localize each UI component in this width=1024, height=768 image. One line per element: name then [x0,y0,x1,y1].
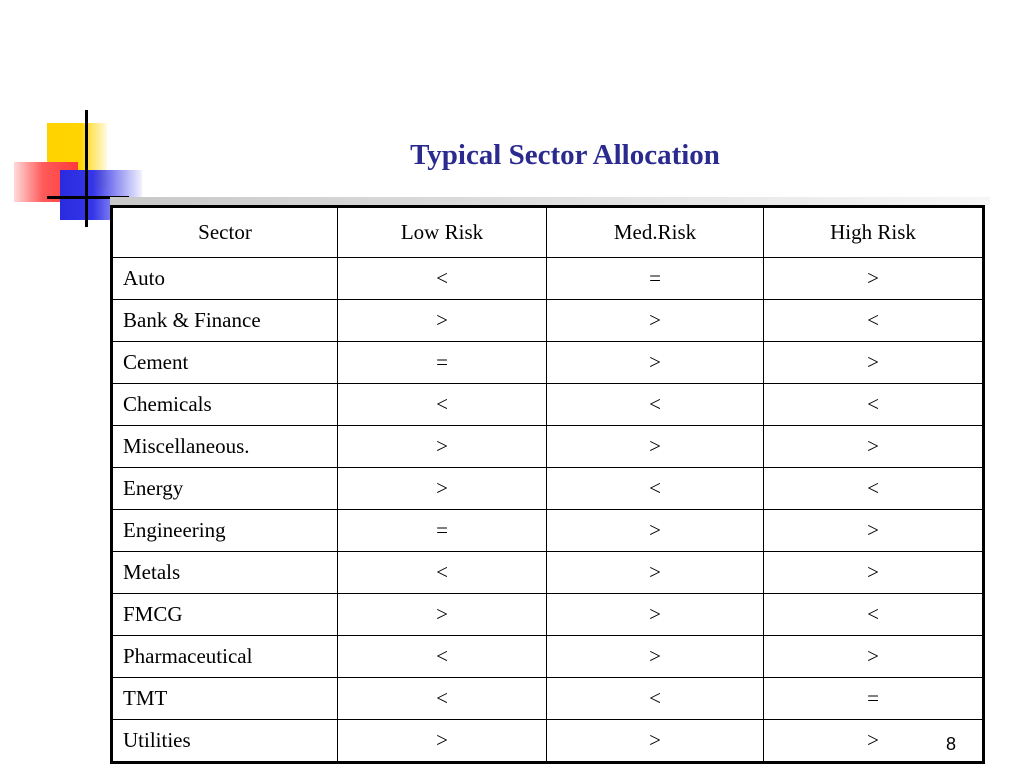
med-risk-cell: > [547,636,764,678]
low-risk-cell: > [338,426,547,468]
low-risk-cell: < [338,552,547,594]
table-row [112,258,984,300]
med-risk-cell: > [547,510,764,552]
sector-cell: Pharmaceutical [112,636,338,678]
header-med-risk: Med.Risk [547,207,764,258]
table-row [112,594,984,636]
high-risk-cell: > [764,426,984,468]
med-risk-cell: < [547,468,764,510]
title-rule [110,197,990,205]
med-risk-cell: > [547,300,764,342]
page-number: 8 [946,734,957,754]
sector-cell: Cement [112,342,338,384]
sector-cell: Energy [112,468,338,510]
sector-cell: Miscellaneous. [112,426,338,468]
sector-cell: FMCG [112,594,338,636]
table-row [112,510,984,552]
high-risk-cell: < [764,384,984,426]
med-risk-cell: = [547,258,764,300]
low-risk-cell: > [338,300,547,342]
table-row [112,720,984,763]
table-header-row [112,207,984,258]
header-low-risk: Low Risk [338,207,547,258]
low-risk-cell: > [338,594,547,636]
high-risk-cell: < [764,300,984,342]
high-risk-cell: > [764,636,984,678]
med-risk-cell: < [547,678,764,720]
med-risk-cell: > [547,342,764,384]
high-risk-cell: > [764,342,984,384]
med-risk-cell: > [547,594,764,636]
sector-cell: Bank & Finance [112,300,338,342]
sector-cell: Utilities [112,720,338,763]
low-risk-cell: < [338,258,547,300]
med-risk-cell: > [547,720,764,763]
high-risk-cell: > [764,258,984,300]
high-risk-cell: > [764,720,984,763]
low-risk-cell: < [338,384,547,426]
table-body [112,258,984,763]
high-risk-cell: < [764,594,984,636]
table-row [112,678,984,720]
low-risk-cell: < [338,636,547,678]
high-risk-cell: < [764,468,984,510]
table-row [112,426,984,468]
logo-vertical-line [85,110,88,227]
high-risk-cell: = [764,678,984,720]
sector-cell: Metals [112,552,338,594]
sector-cell: Chemicals [112,384,338,426]
sector-cell: TMT [112,678,338,720]
table-row [112,342,984,384]
header-sector: Sector [112,207,338,258]
table-row [112,636,984,678]
sector-cell: Engineering [112,510,338,552]
table-row [112,552,984,594]
header-high-risk: High Risk [764,207,984,258]
sector-cell: Auto [112,258,338,300]
slide-title: Typical Sector Allocation [410,139,720,171]
low-risk-cell: < [338,678,547,720]
med-risk-cell: > [547,552,764,594]
high-risk-cell: > [764,510,984,552]
med-risk-cell: > [547,426,764,468]
low-risk-cell: = [338,510,547,552]
table-row [112,300,984,342]
table-row [112,384,984,426]
low-risk-cell: = [338,342,547,384]
sector-allocation-table [110,205,985,764]
low-risk-cell: > [338,468,547,510]
low-risk-cell: > [338,720,547,763]
table-row [112,468,984,510]
med-risk-cell: < [547,384,764,426]
high-risk-cell: > [764,552,984,594]
